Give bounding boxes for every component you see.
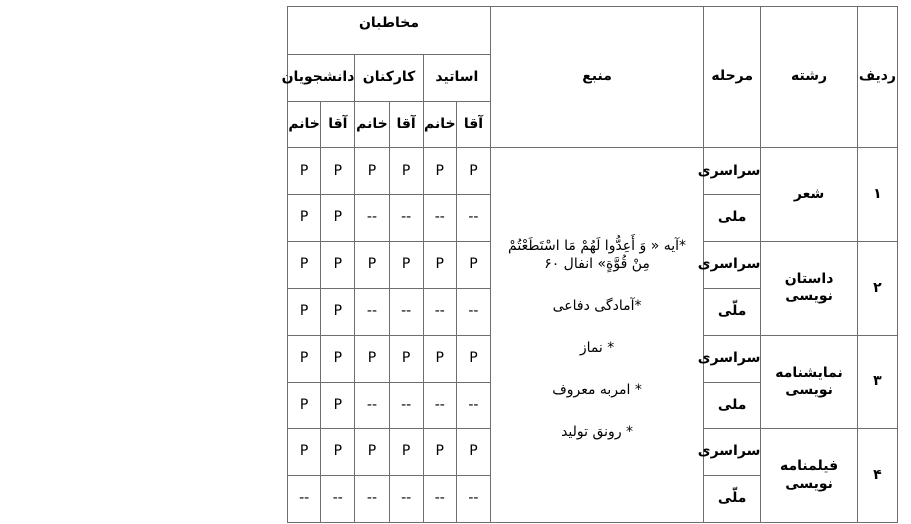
mark-cell: --	[423, 476, 456, 523]
field-name: داستان نویسی	[761, 242, 857, 336]
header-gender: خانم	[355, 101, 389, 148]
mark-cell: P	[355, 429, 389, 476]
mark-cell: --	[389, 288, 423, 335]
mark-cell: P	[389, 335, 423, 382]
source-item: *آمادگی دفاعی	[552, 298, 642, 315]
source-item: * رونق تولید	[561, 424, 634, 440]
mark-cell: P	[423, 335, 456, 382]
mark-cell: --	[321, 476, 355, 523]
mark-cell: P	[288, 335, 321, 382]
row-index: ۱	[857, 148, 897, 242]
mark-cell: --	[389, 476, 423, 523]
mark-cell: P	[321, 429, 355, 476]
mark-cell: P	[288, 288, 321, 335]
header-gender: خانم	[423, 101, 456, 148]
row-index: ۲	[857, 242, 897, 336]
stage-label: سراسری	[704, 335, 761, 382]
mark-cell: --	[288, 476, 321, 523]
stage-label: سراسری	[704, 148, 761, 195]
mark-cell: P	[355, 242, 389, 289]
header-audience: مخاطبان	[288, 7, 491, 55]
header-gender: آقا	[456, 101, 490, 148]
mark-cell: --	[456, 382, 490, 429]
mark-cell: --	[456, 195, 490, 242]
mark-cell: P	[288, 195, 321, 242]
source-item: * نماز	[579, 340, 615, 357]
mark-cell: P	[321, 148, 355, 195]
mark-cell: --	[355, 382, 389, 429]
mark-cell: P	[288, 382, 321, 429]
mark-cell: P	[456, 429, 490, 476]
row-index: ۴	[857, 429, 897, 523]
mark-cell: --	[423, 288, 456, 335]
row-index: ۳	[857, 335, 897, 429]
header-group-students: دانشجویان	[288, 54, 355, 101]
header-group-staff: کارکنان	[355, 54, 423, 101]
competition-table	[281, 6, 898, 523]
mark-cell: P	[456, 242, 490, 289]
header-gender: آقا	[321, 101, 355, 148]
mark-cell: P	[321, 382, 355, 429]
field-name: فیلمنامه نویسی	[761, 429, 857, 523]
mark-cell: P	[288, 242, 321, 289]
mark-cell: P	[389, 148, 423, 195]
stage-label: سراسری	[704, 242, 761, 289]
mark-cell: P	[423, 429, 456, 476]
header-gender: خانم	[288, 101, 321, 148]
stage-label: ملّی	[704, 288, 761, 335]
mark-cell: P	[321, 335, 355, 382]
stage-label: ملّی	[704, 476, 761, 523]
mark-cell: P	[355, 148, 389, 195]
header-source: منبع	[491, 7, 704, 148]
mark-cell: P	[288, 148, 321, 195]
mark-cell: --	[423, 382, 456, 429]
source-item: *آیه « وَ أَعِدُّوا لَهُمْ مَا اسْتَطَعْتُمْ مِنْ قُوَّةٍ» انفال ۶۰	[508, 237, 687, 273]
mark-cell: P	[456, 335, 490, 382]
mark-cell: --	[423, 195, 456, 242]
source-cell	[491, 148, 704, 523]
mark-cell: P	[423, 148, 456, 195]
mark-cell: --	[355, 288, 389, 335]
mark-cell: P	[423, 242, 456, 289]
mark-cell: P	[456, 148, 490, 195]
mark-cell: --	[456, 476, 490, 523]
field-name: نمایشنامه نویسی	[761, 335, 857, 429]
mark-cell: P	[389, 242, 423, 289]
header-gender: آقا	[389, 101, 423, 148]
mark-cell: --	[355, 195, 389, 242]
header-field: رشته	[761, 7, 857, 148]
mark-cell: P	[321, 195, 355, 242]
stage-label: سراسری	[704, 429, 761, 476]
stage-label: ملی	[704, 195, 761, 242]
mark-cell: P	[288, 429, 321, 476]
mark-cell: --	[389, 382, 423, 429]
mark-cell: P	[321, 242, 355, 289]
mark-cell: --	[355, 476, 389, 523]
stage-label: ملی	[704, 382, 761, 429]
mark-cell: P	[321, 288, 355, 335]
source-item: * امربه معروف	[552, 382, 642, 399]
header-row-index: ردیف	[857, 7, 897, 148]
header-group-professors: اساتید	[423, 54, 490, 101]
mark-cell: --	[456, 288, 490, 335]
header-stage: مرحله	[704, 7, 761, 148]
mark-cell: --	[389, 195, 423, 242]
mark-cell: P	[389, 429, 423, 476]
field-name: شعر	[761, 148, 857, 242]
mark-cell: P	[355, 335, 389, 382]
